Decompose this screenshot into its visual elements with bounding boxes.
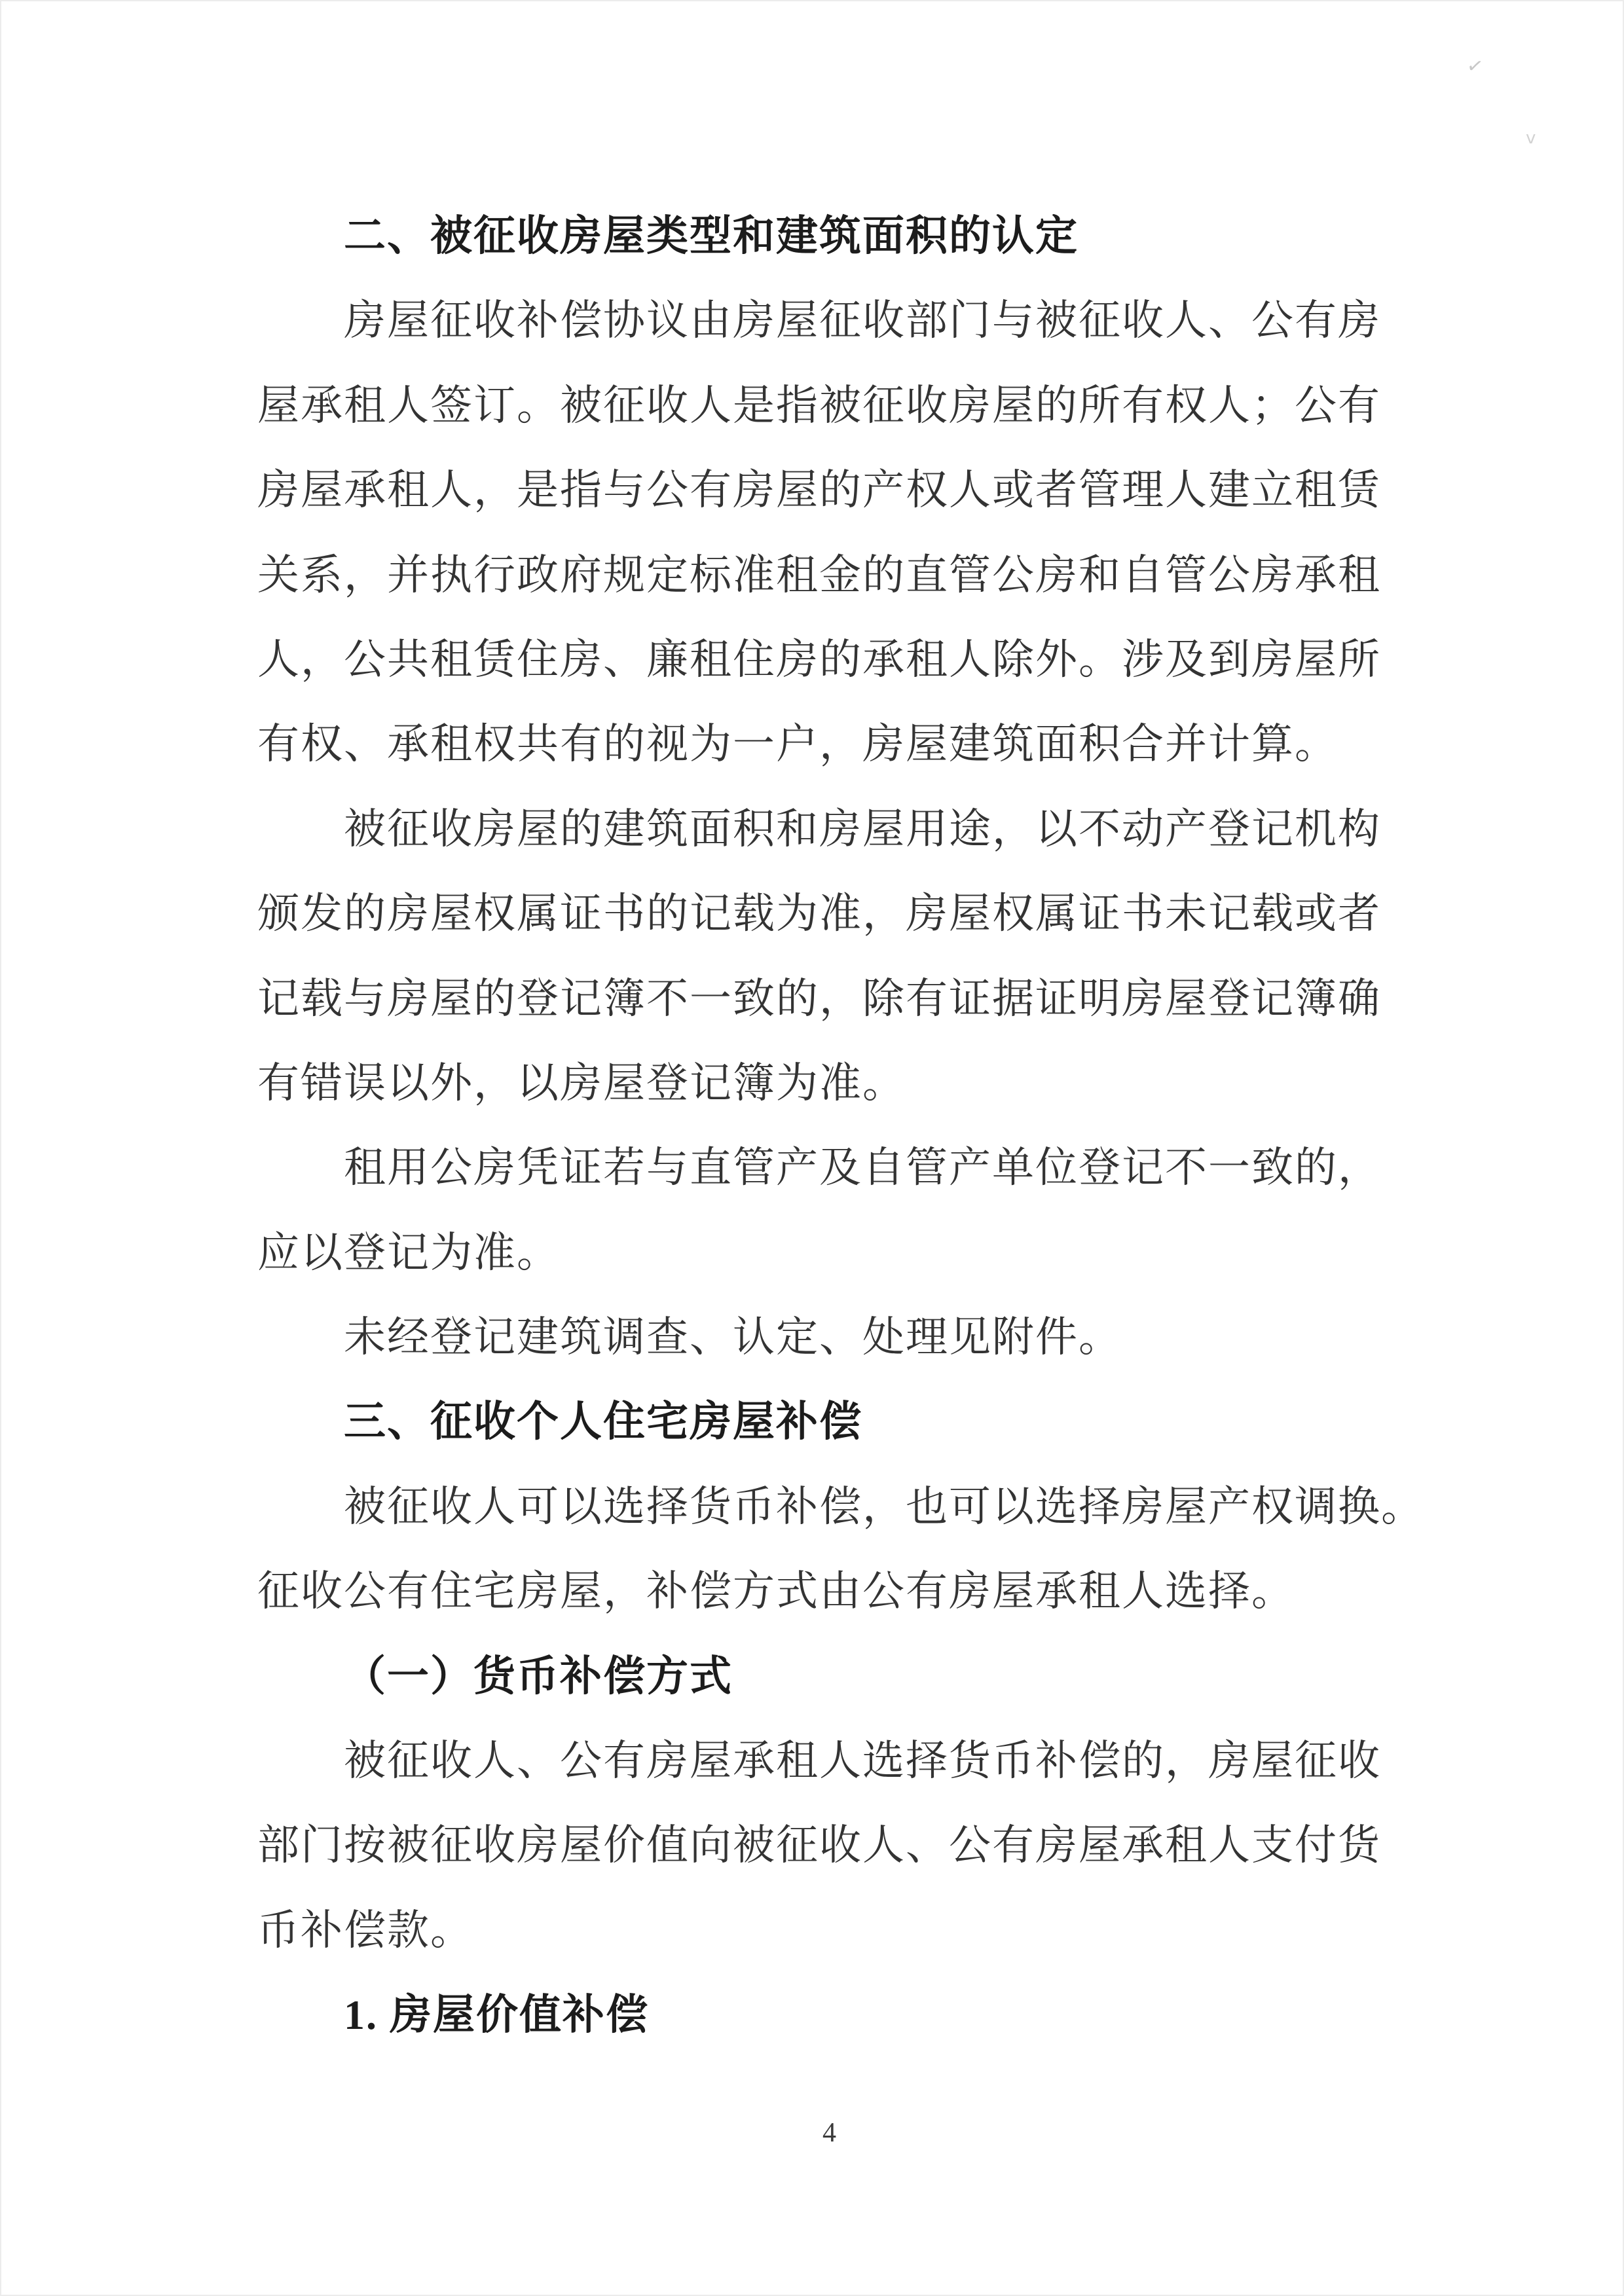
scan-artifact-icon: ✓ <box>1465 54 1485 79</box>
text-line: 被征收人可以选择货币补偿，也可以选择房屋产权调换。 <box>344 1483 1424 1530</box>
text-line: 关系，并执行政府规定标准租金的直管公房和自管公房承租 <box>257 551 1381 598</box>
text-line: 人，公共租赁住房、廉租住房的承租人除外。涉及到房屋所 <box>257 636 1381 683</box>
text-line: 未经登记建筑调查、认定、处理见附件。 <box>344 1314 1122 1361</box>
text-line: 征收公有住宅房屋，补偿方式由公有房屋承租人选择。 <box>257 1568 1295 1615</box>
text-line: 屋承租人签订。被征收人是指被征收房屋的所有权人；公有 <box>257 382 1381 429</box>
text-line: 有错误以外，以房屋登记簿为准。 <box>257 1059 906 1106</box>
section-heading: 三、征收个人住宅房屋补偿 <box>344 1398 862 1446</box>
text-line: 被征收房屋的建筑面积和房屋用途，以不动产登记机构 <box>344 805 1381 852</box>
document-body <box>257 194 1424 2058</box>
text-line: 有权、承租权共有的视为一户，房屋建筑面积合并计算。 <box>257 721 1338 768</box>
numbered-heading: 1. 房屋价值补偿 <box>344 1992 649 2039</box>
text-line: 房屋承租人，是指与公有房屋的产权人或者管理人建立租赁 <box>257 467 1381 514</box>
text-line: 颁发的房屋权属证书的记载为准，房屋权属证书未记载或者 <box>257 890 1381 938</box>
page-number: 4 <box>822 2118 836 2148</box>
text-line: 记载与房屋的登记簿不一致的，除有证据证明房屋登记簿确 <box>257 975 1381 1022</box>
text-line: 部门按被征收房屋价值向被征收人、公有房屋承租人支付货 <box>257 1822 1381 1869</box>
text-line: 币补偿款。 <box>257 1906 473 1954</box>
text-line: 租用公房凭证若与直管产及自管产单位登记不一致的， <box>344 1144 1381 1192</box>
text-line: 被征收人、公有房屋承租人选择货币补偿的，房屋征收 <box>344 1738 1381 1785</box>
text-line: 应以登记为准。 <box>257 1229 560 1276</box>
sub-section-heading: （一）货币补偿方式 <box>344 1652 733 1700</box>
section-heading: 二、被征收房屋类型和建筑面积的认定 <box>344 213 1079 259</box>
text-line: 房屋征收补偿协议由房屋征收部门与被征收人、公有房 <box>344 297 1381 344</box>
scan-artifact-icon: v <box>1526 128 1536 148</box>
